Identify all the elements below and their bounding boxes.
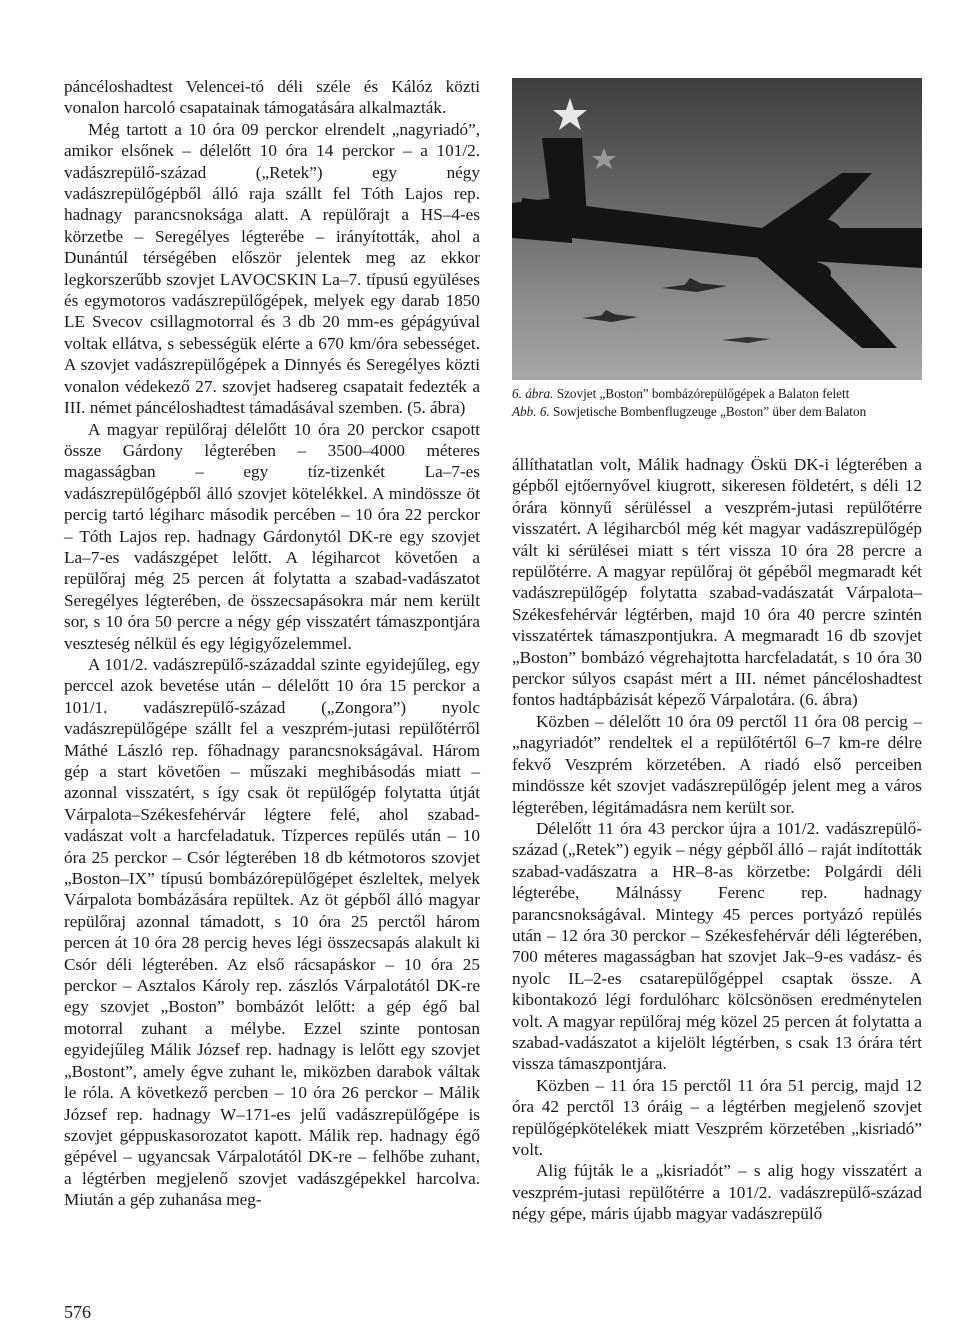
paragraph: Még tartott a 10 óra 09 perckor elrendelt „nagyriadó”, amikor elsőnek – délelőtt 10 óra 14 perckor – a 101/2. vadászrepülő-század („Retek”) egy négy vadászrepülőgépből álló raja szállt fel Tóth Lajos rep. hadnagy parancsnoksága alatt. A repülőrajt a HS–4-es körzetbe – Seregélyes légterébe – irányították, ahol a Dunántúl térségében először jelentek meg az ekkor legkorszerűbb szovjet LAVOCSKIN La–7. típusú együléses és egymotoros vadászrepülőgépek, melyek egy darab 1850 LE Svecov csillagmotorral és 3 db 20 mm-es gépágyúval voltak ellátva, s sebességük elérte a 670 km/óra sebességet. A szovjet vadászrepülőgépek a Dinnyés és Seregélyes közti vonalon védekező 27. szovjet hadsereg csapatait fedezték a III. német páncéloshadtest támadásával szemben. (5. ábra) [64, 119, 480, 418]
paragraph: Alig fújták le a „kisriadót” – s alig hogy visszatért a veszprém-jutasi repülőtérre a 101/2. vadászrepülő-század négy gépe, máris újabb magyar vadászrepülő [512, 1161, 922, 1224]
paragraph: Délelőtt 11 óra 43 perckor újra a 101/2. vadászrepülő-század („Retek”) egyik – négy gépből álló – raját indították szabad-vadászatra a HR–8-as körzetbe: Polgárdi déli légterébe, Málnássy Ferenc rep. hadnagy parancsnokságával. Mintegy 45 perces portyázó repülés után – 12 óra 30 perckor – Székesfehérvár déli légterében, 700 méteres magasságban hat szovjet Jak–9-es vadász- és nyolc IL–2-es csatarepülőgéppel csaptak össze. A kibontakozó légi fordulóharc kölcsönösen eredménytelen volt. A magyar repülőraj még közel 25 percen át folytatta a szabad-vadászatot a kijelölt légtérben, s csak 13 órára tért vissza támaszpontjára. [512, 818, 922, 1074]
paragraph: Közben – 11 óra 15 perctől 11 óra 51 percig, majd 12 óra 42 perctől 13 óráig – a légtérben megjelenő szovjet repülőgépkötelékek miatt Veszprém körzetében „kisriadó” volt. [512, 1075, 922, 1159]
photo-boston-bombers [512, 78, 922, 380]
paragraph: A magyar repülőraj délelőtt 10 óra 20 perckor csapott össze Gárdony légterében – 3500–4000 méteres magasságban – egy tíz-tizenkét La–7-es vadászrepülőgépből álló szovjet kötelékkel. A mindössze öt percig tartó légiharc második percében – 10 óra 22 perckor – Tóth Lajos rep. hadnagy Gárdonytól DK-re egy szovjet La–7-es vadászgépet lelőtt. A légiharcot követően a repülőraj még 25 percen át folytatta a szabad-vadászatot Seregélyes légterében, de összecsapásokra már nem került sor, s 10 óra 50 percre a négy gép visszatért támaszpontjára veszteség nélkül és egy légigyőzelemmel. [64, 419, 480, 653]
caption-hu-text: Szovjet „Boston” bombázórepülőgépek a Balaton felett [556, 386, 850, 401]
paragraph: Közben – délelőtt 10 óra 09 perctől 11 óra 08 percig – „nagyriadót” rendeltek el a repülőtértől 6–7 km-re délre fekvő Veszprém körzetében. A riadó első perceiben mindössze két szovjet vadászrepülőgép jelent meg a város légterében, légitámadásra nem került sor. [512, 711, 922, 817]
paragraph: páncéloshadtest Velencei-tó déli széle és Kálóz közti vonalon harcoló csapatainak támogatására alkalmazták. [64, 77, 480, 118]
caption-hu-label: 6. ábra. [512, 386, 554, 401]
caption-german [512, 403, 932, 421]
paragraph: állíthatatlan volt, Málik hadnagy Öskü DK-i légterében a gépből ejtőernyővel kiugrott, sikeresen földetért, s déli 12 órára könnyű sérüléssel a veszprém-jutasi repülőtérre visszatért. A légiharcból még két magyar vadászrepülőgép vált ki sérülései miatt s tért vissza 10 óra 28 percre a repülőtérre. A magyar repülőraj öt gépéből megmaradt két vadászrepülőgép folytatta szabad-vadászatát Várpalota–Székesfehérvár légtérben, majd 10 óra 40 percre szintén visszatértek támaszpontjukra. A megmaradt 16 db szovjet „Boston” bombázó végrehajtotta harcfeladatát, s 10 óra 30 perckor súlyos csapást mért a III. német páncéloshadtest fontos hadtápbázisát képező Várpalotára. (6. ábra) [512, 455, 922, 710]
figure-caption [512, 385, 932, 421]
left-text-column [64, 76, 480, 1211]
bomber-photo-illustration [512, 78, 922, 380]
page-number: 576 [64, 1302, 91, 1322]
caption-de-text: Sowjetische Bombenflugzeuge „Boston” über dem Balaton [553, 404, 867, 419]
paragraph: A 101/2. vadászrepülő-századdal szinte egyidejűleg, egy perccel azok bevetése után – délelőtt 10 óra 15 perckor a 101/1. vadászrepülő-század („Zongora”) nyolc vadászrepülőgépe szállt fel a veszprém-jutasi repülőtérről Máthé László rep. főhadnagy parancsnokságával. Három gép a start követően – műszaki meghibásodás miatt – azonnal visszatért, s így csak öt repülőgép folytatta útját Várpalota–Székesfehérvár légtere felé, ahol szabad-vadászat volt a harcfeladatuk. Tízperces repülés után – 10 óra 25 perckor – Csór légterében 18 db kétmotoros szovjet „Boston–IX” típusú bombázórepülőgépet észleltek, melyek Várpalota bombázására repültek. Az öt gépből álló magyar repülőraj azonnal támadott, s 10 óra 25 perctől három percen át 10 óra 28 percig heves légi összecsapás alakult ki Csór déli légterében. Az első rácsapáskor – 10 óra 25 perckor – Asztalos Károly rep. zászlós Várpalotától DK-re egy szovjet „Boston” bombázót lelőtt: a gép égő bal motorral zuhant a mélybe. Ezzel szinte pontosan egyidejűleg Málik József rep. hadnagy is lelőtt egy szovjet „Bostont”, amely égve zuhant le, miközben darabok váltak le róla. A következő percben – 10 óra 26 perckor – Málik József rep. hadnagy W–171-es jelű vadászrepülőgépe is szovjet géppuskasorozatot kapott. Málik rep. hadnagy égő gépével – ugyancsak Várpalotától DK-re – felhőbe zuhant, a légtérben megjelenő szovjet vadászgépekkel harcolva. Miután a gép zuhanása meg- [64, 654, 480, 1210]
caption-de-label: Abb. 6. [512, 404, 550, 419]
right-text-column [512, 454, 922, 1225]
caption-hungarian [512, 385, 932, 403]
